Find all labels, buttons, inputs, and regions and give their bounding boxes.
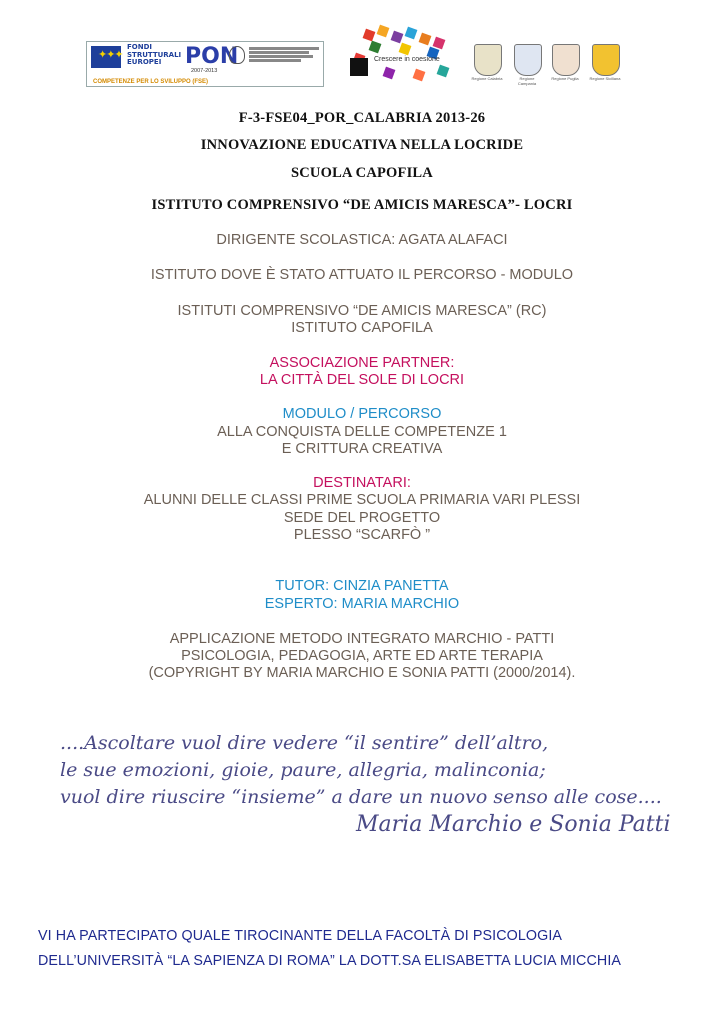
module-label: MODULO / PERCORSO <box>282 406 442 422</box>
institutes-line-1: ISTITUTI COMPRENSIVO “DE AMICIS MARESCA” (RC) <box>177 303 547 319</box>
recipients-line-1: ALUNNI DELLE CLASSI PRIME SCUOLA PRIMARIA VARI PLESSI <box>143 492 581 508</box>
ministry-text-block <box>249 46 319 63</box>
quote-line-2: le sue emozioni, gioie, paure, allegria, malinconia; <box>60 759 546 781</box>
tutor-line: TUTOR: CINZIA PANETTA <box>275 578 449 594</box>
partner-label: ASSOCIAZIONE PARTNER: <box>269 355 455 371</box>
eu-flag-icon: ✦✦✦ <box>91 46 121 68</box>
project-code: F-3-FSE04_POR_CALABRIA 2013-26 <box>238 110 486 126</box>
method-line-1: APPLICAZIONE METODO INTEGRATO MARCHIO - PATTI <box>169 631 555 647</box>
fondi-strutturali-logo-text: FONDI STRUTTURALI EUROPEI <box>127 43 182 66</box>
project-title: INNOVAZIONE EDUCATIVA NELLA LOCRIDE <box>200 137 524 153</box>
partner-name: LA CITTÀ DEL SOLE DI LOCRI <box>259 372 465 388</box>
sicilia-crest-icon <box>592 44 620 76</box>
calabria-crest-icon <box>474 44 502 76</box>
method-line-3: (COPYRIGHT BY MARIA MARCHIO E SONIA PATTI (2000/2014). <box>148 665 576 681</box>
footer-line-2: DELL’UNIVERSITÀ “LA SAPIENZA DI ROMA” LA DOTT.SA ELISABETTA LUCIA MICCHIA <box>38 953 622 969</box>
recipients-line-2: SEDE DEL PROGETTO <box>283 510 441 526</box>
quote-line-3: vuol dire riuscire “insieme” a dare un nuovo senso alle cose.... <box>60 786 662 808</box>
pon-logo: PON <box>185 44 239 69</box>
institute-module-line: ISTITUTO DOVE È STATO ATTUATO IL PERCORSO - MODULO <box>150 267 574 283</box>
quote-signature: Maria Marchio e Sonia Patti <box>356 812 671 837</box>
pon-logo-banner <box>86 41 324 87</box>
recipients-line-3: PLESSO “SCARFÒ ” <box>293 527 431 543</box>
institutes-line-2: ISTITUTO CAPOFILA <box>291 320 433 336</box>
quote-line-1: ....Ascoltare vuol dire vedere “il sentire” dell’altro, <box>60 732 549 754</box>
institute-name: ISTITUTO COMPRENSIVO “DE AMICIS MARESCA”- LOCRI <box>151 197 573 213</box>
module-line-2: E CRITTURA CREATIVA <box>281 441 443 457</box>
principal-line: DIRIGENTE SCOLASTICA: AGATA ALAFACI <box>216 232 508 248</box>
expert-line: ESPERTO: MARIA MARCHIO <box>264 596 460 612</box>
lead-school-label: SCUOLA CAPOFILA <box>291 165 433 181</box>
campania-crest-icon <box>514 44 542 76</box>
footer-line-1: VI HA PARTECIPATO QUALE TIROCINANTE DELLA FACOLTÀ DI PSICOLOGIA <box>38 928 563 944</box>
italian-republic-emblem-icon <box>229 46 245 64</box>
puglia-crest-icon <box>552 44 580 76</box>
recipients-label: DESTINATARI: <box>313 475 411 491</box>
coesione-label: Crescere in coesione <box>374 56 440 63</box>
pon-years: 2007-2013 <box>191 68 218 74</box>
module-line-1: ALLA CONQUISTA DELLE COMPETENZE 1 <box>217 424 507 440</box>
coesione-black-square-icon <box>350 58 368 76</box>
method-line-2: PSICOLOGIA, PEDAGOGIA, ARTE ED ARTE TERAPIA <box>181 648 543 664</box>
competenze-label: COMPETENZE PER LO SVILUPPO (FSE) <box>93 79 209 85</box>
